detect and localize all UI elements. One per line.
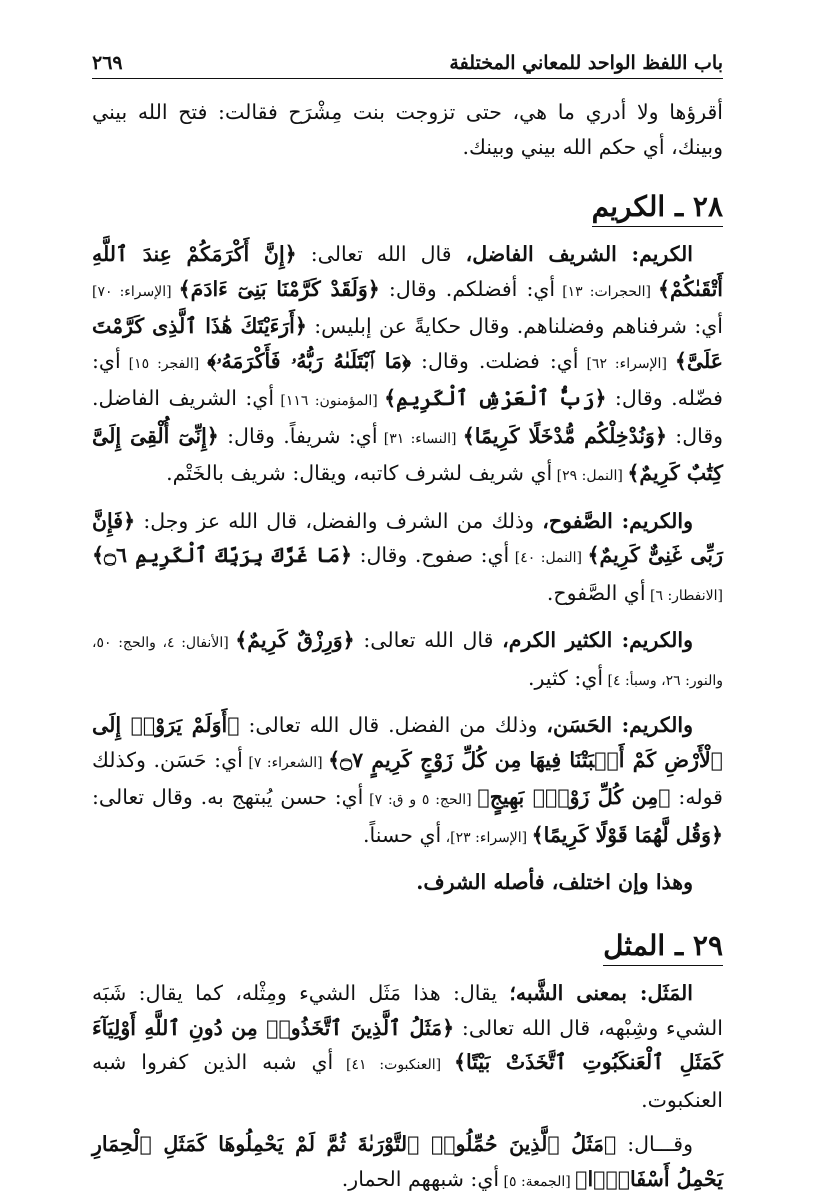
text-span: أي شبه الذين كفروا شبه العنكبوت. bbox=[92, 1050, 723, 1112]
section-28-paragraph-2 bbox=[92, 504, 723, 614]
text-span: أي: فضلت. وقال: bbox=[411, 348, 579, 373]
verse-reference: [الإسراء: ٧٠] bbox=[92, 283, 179, 300]
definition-lead: الكريم: الشريف الفاضل، bbox=[465, 242, 693, 266]
text-span: وذلك من الشرف والفضل، قال الله عز وجل: bbox=[135, 508, 543, 533]
definition-lead: المَثَل: بمعنى الشَّبه؛ bbox=[509, 981, 693, 1005]
text-span: أي حسناً. bbox=[363, 822, 442, 847]
text-span: أي: صفوح. وقال: bbox=[352, 543, 510, 567]
section-28-title: ٢٨ ـ الكريم bbox=[592, 190, 723, 227]
quran-verse: ﴿أَرَءَيْتَكَ هَٰذَا ٱلَّذِى كَرَّمْتَ عَلَىَّ﴾ bbox=[92, 314, 723, 373]
definition-lead: والكريم: الحَسَن، bbox=[546, 713, 694, 737]
text-span: أي: الشريف الفاضل. وقال: bbox=[92, 386, 724, 448]
verse-reference: [الجمعة: ٥] bbox=[499, 1173, 576, 1190]
quran-verse: ﴿مَثَلُ ٱلَّذِينَ ٱتَّخَذُوا۟ مِن دُونِ ٱللَّهِ أَوْلِيَآءَ كَمَثَلِ ٱلْعَنكَبُوتِ ٱتَّخَذَتْ بَيْتًا﴾ bbox=[92, 1015, 723, 1074]
verse-reference: [الشعراء: ٧] bbox=[242, 754, 329, 771]
text-span: أي شريف لشرف كاتبه، ويقال: شريف بالخَتْم. bbox=[166, 461, 553, 485]
quran-verse: ﴿وَقُل لَّهُمَا قَوْلًا كَرِيمًا﴾ bbox=[531, 822, 723, 847]
text-span: أي: حَسَن. وكذلك قوله: bbox=[92, 747, 723, 809]
quran-verse: ﴿إِنَّ أَكْرَمَكُمْ عِندَ ٱللَّهِ أَتْقَىٰكُمْ﴾ bbox=[92, 242, 723, 301]
quran-verse: ﴿إِنِّىٓ أُلْقِىَ إِلَىَّ كِتَٰبٌ كَرِيمٌ﴾ bbox=[92, 423, 723, 485]
quran-verse: ﴿وَلَقَدْ كَرَّمْنَا بَنِىٓ ءَادَمَ﴾ bbox=[178, 276, 380, 301]
definition-lead: والكريم: الكثير الكرم، bbox=[502, 628, 693, 652]
quran-verse: ﴿وَنُدْخِلْكُم مُّدْخَلًا كَرِيمًا﴾ bbox=[462, 423, 667, 448]
verse-reference: [العنكبوت: ٤١] bbox=[333, 1057, 454, 1073]
page-header bbox=[92, 52, 723, 78]
quran-verse: ﴿وَرِزْقٌ كَرِيمٌ﴾ bbox=[235, 628, 355, 652]
text-span: أي: كثير. bbox=[527, 665, 604, 690]
section-29-paragraph-1 bbox=[92, 976, 723, 1117]
text-span: أي: حسن يُبتهج به. وقال تعالى: bbox=[92, 785, 364, 809]
section-29-title: ٢٩ ـ المثل bbox=[603, 929, 723, 966]
text-span: قال الله تعالى: bbox=[354, 628, 503, 652]
quran-verse: ﴿رَبُّ ٱلْعَرْشِ ٱلْكَرِيمِ﴾ bbox=[384, 386, 607, 410]
quran-verse: ﴿مَا غَرَّكَ بِرَبِّكَ ٱلْكَرِيمِ ۝٦﴾ bbox=[92, 543, 352, 567]
section-29-paragraph-2 bbox=[92, 1127, 723, 1199]
text-span: أي: شريفاً. وقال: bbox=[218, 423, 378, 448]
text-span: أي: أفضلكم. وقال: bbox=[379, 276, 556, 301]
quran-verse: ﴿فَإِنَّ رَبِّى غَنِىٌّ كَرِيمٌ﴾ bbox=[92, 508, 723, 567]
text-span: قال الله تعالى: bbox=[296, 242, 466, 266]
verse-reference: [الأنفال: ٤، والحج: ٥٠، والنور: ٢٦، وسبأ: ٤] bbox=[92, 635, 723, 689]
verse-reference: [المؤمنون: ١١٦] bbox=[274, 393, 385, 409]
section-28-closing: وهذا وإن اختلف، فأصله الشرف. bbox=[416, 870, 693, 894]
verse-reference: [النمل: ٢٩] bbox=[552, 468, 628, 484]
section-28-paragraph-4 bbox=[92, 708, 723, 855]
verse-reference: [النمل: ٤٠] bbox=[509, 550, 588, 566]
text-span: يقال: هذا مَثَل الشيء ومِثْله، كما يقال: شَبَه الشيء وشِبْهه، قال الله تعالى: bbox=[92, 981, 723, 1040]
quran-verse: ﴿مَثَلُ ٱلَّذِينَ حُمِّلُوا۟ ٱلتَّوْرَىٰةَ ثُمَّ لَمْ يَحْمِلُوهَا كَمَثَلِ ٱلْحِمَارِ يَحْمِلُ أَسْفَارًۢا﴾ bbox=[92, 1132, 723, 1191]
verse-reference: [الحجرات: ١٣] bbox=[555, 283, 659, 300]
verse-reference: [الإسراء: ٦٢] bbox=[578, 355, 675, 372]
text-span: أي: شبههم الحمار. bbox=[341, 1166, 500, 1191]
verse-reference: [الإسراء: ٢٣]، bbox=[441, 829, 532, 846]
section-28-paragraph-1 bbox=[92, 237, 723, 494]
verse-reference: [الانفطار: ٦] bbox=[645, 587, 723, 604]
section-28-paragraph-3 bbox=[92, 623, 723, 698]
verse-reference: [الفجر: ١٥] bbox=[120, 355, 208, 372]
quran-verse: ﴿أَوَلَمْ يَرَوْا۟ إِلَى ٱلْأَرْضِ كَمْ أَنۢبَتْنَا فِيهَا مِن كُلِّ زَوْجٍ كَرِيمٍ ۝٧﴾ bbox=[92, 713, 723, 772]
text-span: وقـــال: bbox=[616, 1132, 694, 1156]
quran-verse: ﴿مِن كُلِّ زَوْجٍۭ بَهِيجٍ﴾ bbox=[477, 785, 671, 809]
text-span: أي: شرفناهم وفضلناهم. وقال حكايةً عن إبليس: bbox=[306, 314, 723, 338]
intro-paragraph: أقرؤها ولا أدري ما هي، حتى تزوجت بنت مِشْرَح فقالت: فتح الله بيني وبينك، أي حكم الله بيني وبينك. bbox=[92, 100, 723, 159]
verse-reference: [الحج: ٥ و ق: ٧] bbox=[363, 792, 478, 808]
text-span: وذلك من الفضل. قال الله تعالى: bbox=[239, 713, 547, 737]
text-span: أي: فضّله. وقال: bbox=[92, 348, 723, 410]
definition-lead: والكريم: الصَّفوح، bbox=[542, 508, 693, 533]
text-span: أي الصَّفوح. bbox=[546, 580, 646, 605]
header-rule bbox=[92, 78, 723, 79]
verse-reference: [النساء: ٣١] bbox=[377, 430, 463, 447]
page-number: ٢٦٩ bbox=[92, 52, 123, 74]
running-title: باب اللفظ الواحد للمعاني المختلفة bbox=[449, 52, 723, 74]
quran-verse: ﴿مَا ٱبْتَلَىٰهُ رَبُّهُۥ فَأَكْرَمَهُۥ﴾ bbox=[207, 348, 412, 373]
